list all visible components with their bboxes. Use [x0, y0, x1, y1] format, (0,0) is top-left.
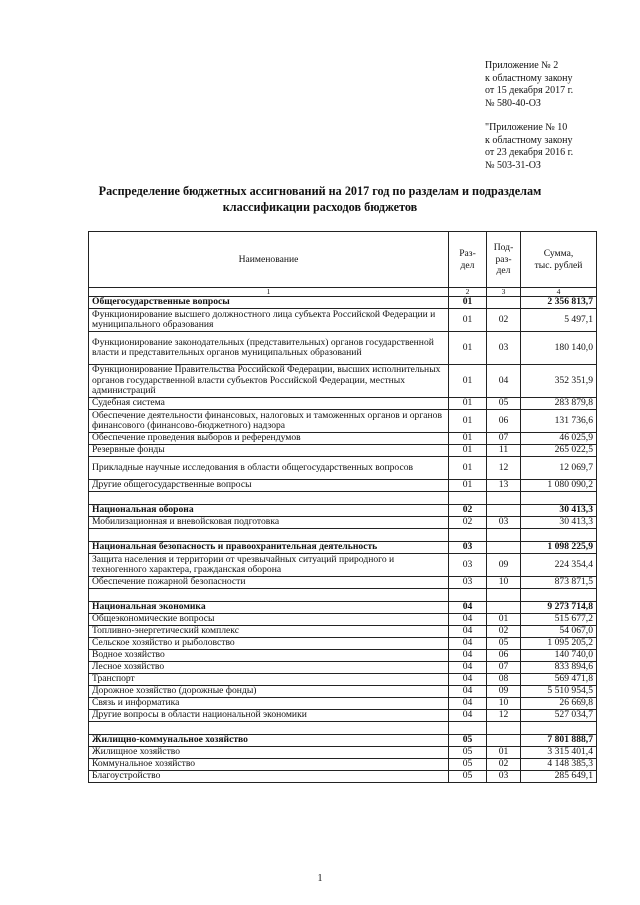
row-name: Дорожное хозяйство (дорожные фонды) — [89, 686, 449, 698]
row-section-code: 01 — [449, 365, 487, 398]
row-amount: 180 140,0 — [521, 332, 597, 365]
row-name: Сельское хозяйство и рыболовство — [89, 638, 449, 650]
row-name: Обеспечение деятельности финансовых, налоговых и таможенных органов и органов финансового (финансово-бюджетного) надзора — [89, 410, 449, 433]
row-section-code: 04 — [449, 626, 487, 638]
row-subsection-code: 07 — [487, 662, 521, 674]
header-subsection-line: дел — [496, 265, 511, 277]
appendix-line: Приложение № 2 — [485, 60, 559, 71]
spacer-row — [89, 589, 597, 602]
row-name: Общеэкономические вопросы — [89, 614, 449, 626]
empty-cell — [449, 722, 487, 735]
row-section-code: 01 — [449, 457, 487, 480]
appendix-line: "Приложение № 10 — [485, 122, 568, 133]
row-section-code: 04 — [449, 710, 487, 722]
row-amount: 1 098 225,9 — [521, 542, 597, 554]
row-name: Лесное хозяйство — [89, 662, 449, 674]
table-header-row — [89, 232, 597, 288]
row-subsection-code: 08 — [487, 674, 521, 686]
row-section-code: 03 — [449, 542, 487, 554]
row-subsection-code — [487, 735, 521, 747]
row-subsection-code: 11 — [487, 445, 521, 457]
empty-cell — [89, 529, 449, 542]
row-amount: 283 879,8 — [521, 398, 597, 410]
table-row — [89, 759, 597, 771]
appendix-line: от 23 декабря 2016 г. — [485, 147, 574, 158]
header-subsection — [487, 232, 521, 288]
appendix-block — [485, 60, 573, 172]
appendix-line: № 503-31-ОЗ — [485, 159, 541, 171]
row-amount: 12 069,7 — [521, 457, 597, 480]
row-name: Резервные фонды — [89, 445, 449, 457]
row-subsection-code: 06 — [487, 650, 521, 662]
table-row — [89, 410, 597, 433]
row-subsection-code — [487, 297, 521, 309]
row-amount: 131 736,6 — [521, 410, 597, 433]
row-subsection-code: 03 — [487, 517, 521, 529]
budget-table — [88, 231, 597, 783]
row-section-code: 04 — [449, 698, 487, 710]
spacer-row — [89, 529, 597, 542]
row-section-code: 05 — [449, 747, 487, 759]
row-name: Связь и информатика — [89, 698, 449, 710]
row-subsection-code — [487, 602, 521, 614]
row-name: Прикладные научные исследования в области общегосударственных вопросов — [89, 457, 449, 480]
row-section-code: 04 — [449, 638, 487, 650]
row-amount: 30 413,3 — [521, 505, 597, 517]
table-row — [89, 433, 597, 445]
appendix-line: к областному закону — [485, 134, 573, 146]
document-title — [60, 184, 580, 215]
header-section-line: Раз- — [459, 248, 476, 259]
table-row — [89, 517, 597, 529]
table-row — [89, 626, 597, 638]
table-row — [89, 698, 597, 710]
table-row — [89, 771, 597, 783]
row-name: Функционирование Правительства Российской Федерации, высших исполнительных органов государственной власти субъектов Российской Федерации, местных администраций — [89, 365, 449, 398]
empty-cell — [449, 589, 487, 602]
table-row — [89, 445, 597, 457]
row-amount: 5 497,1 — [521, 309, 597, 332]
row-name: Функционирование законодательных (представительных) органов государственной власти и представительных органов муниципальных образований — [89, 332, 449, 365]
column-number: 4 — [521, 288, 597, 297]
row-section-code: 04 — [449, 650, 487, 662]
row-subsection-code: 06 — [487, 410, 521, 433]
empty-cell — [89, 492, 449, 505]
row-subsection-code: 02 — [487, 309, 521, 332]
row-subsection-code: 10 — [487, 577, 521, 589]
row-subsection-code: 01 — [487, 614, 521, 626]
row-section-code: 01 — [449, 410, 487, 433]
row-amount: 1 095 205,2 — [521, 638, 597, 650]
row-name: Обеспечение пожарной безопасности — [89, 577, 449, 589]
row-amount: 285 649,1 — [521, 771, 597, 783]
header-name: Наименование — [89, 232, 449, 288]
appendix-line: к областному закону — [485, 72, 573, 84]
table-row — [89, 710, 597, 722]
row-subsection-code: 02 — [487, 759, 521, 771]
row-section-code: 01 — [449, 480, 487, 492]
column-number-row — [89, 288, 597, 297]
row-amount: 352 351,9 — [521, 365, 597, 398]
appendix-line: от 15 декабря 2017 г. — [485, 85, 574, 96]
row-name: Транспорт — [89, 674, 449, 686]
table-row — [89, 650, 597, 662]
row-amount: 873 871,5 — [521, 577, 597, 589]
section-row — [89, 602, 597, 614]
row-subsection-code: 01 — [487, 747, 521, 759]
row-section-code: 01 — [449, 398, 487, 410]
empty-cell — [449, 529, 487, 542]
row-section-code: 05 — [449, 771, 487, 783]
header-amount — [521, 232, 597, 288]
row-amount: 46 025,9 — [521, 433, 597, 445]
empty-cell — [487, 589, 521, 602]
table-row — [89, 332, 597, 365]
row-amount: 26 669,8 — [521, 698, 597, 710]
empty-cell — [521, 529, 597, 542]
table-row — [89, 674, 597, 686]
row-section-code: 01 — [449, 297, 487, 309]
empty-cell — [487, 492, 521, 505]
row-section-code: 01 — [449, 332, 487, 365]
empty-cell — [89, 722, 449, 735]
row-subsection-code: 03 — [487, 332, 521, 365]
table-row — [89, 398, 597, 410]
row-amount: 1 080 090,2 — [521, 480, 597, 492]
table-row — [89, 554, 597, 577]
empty-cell — [521, 722, 597, 735]
header-section-line: дел — [460, 259, 475, 271]
row-section-code: 04 — [449, 674, 487, 686]
row-name: Судебная система — [89, 398, 449, 410]
row-subsection-code: 10 — [487, 698, 521, 710]
header-subsection-line: Под- — [493, 242, 514, 254]
row-subsection-code: 05 — [487, 638, 521, 650]
column-number: 1 — [89, 288, 449, 297]
row-name: Обеспечение проведения выборов и референдумов — [89, 433, 449, 445]
row-name: Жилищное хозяйство — [89, 747, 449, 759]
row-amount: 140 740,0 — [521, 650, 597, 662]
table-row — [89, 309, 597, 332]
row-amount: 265 022,5 — [521, 445, 597, 457]
table-row — [89, 747, 597, 759]
table-row — [89, 480, 597, 492]
row-name: Другие вопросы в области национальной экономики — [89, 710, 449, 722]
row-section-code: 05 — [449, 759, 487, 771]
row-name: Водное хозяйство — [89, 650, 449, 662]
table-row — [89, 614, 597, 626]
header-amount-line: тыс. рублей — [534, 259, 583, 271]
row-subsection-code: 09 — [487, 686, 521, 698]
section-row — [89, 297, 597, 309]
header-subsection-line: раз- — [495, 253, 512, 265]
empty-cell — [449, 492, 487, 505]
table-row — [89, 457, 597, 480]
row-name: Общегосударственные вопросы — [89, 297, 449, 309]
row-section-code: 05 — [449, 735, 487, 747]
title-line: Распределение бюджетных ассигнований на 2017 год по разделам и подразделам — [98, 184, 542, 198]
row-subsection-code: 02 — [487, 626, 521, 638]
table-row — [89, 365, 597, 398]
row-name: Функционирование высшего должностного лица субъекта Российской Федерации и муниципального образования — [89, 309, 449, 332]
row-name: Благоустройство — [89, 771, 449, 783]
row-amount: 2 356 813,7 — [521, 297, 597, 309]
row-subsection-code: 12 — [487, 710, 521, 722]
row-subsection-code: 03 — [487, 771, 521, 783]
spacer-row — [89, 492, 597, 505]
table-row — [89, 577, 597, 589]
row-amount: 515 677,2 — [521, 614, 597, 626]
table-row — [89, 638, 597, 650]
row-section-code: 03 — [449, 554, 487, 577]
row-section-code: 04 — [449, 662, 487, 674]
row-section-code: 04 — [449, 614, 487, 626]
row-subsection-code: 09 — [487, 554, 521, 577]
row-subsection-code: 05 — [487, 398, 521, 410]
row-subsection-code — [487, 505, 521, 517]
row-name: Другие общегосударственные вопросы — [89, 480, 449, 492]
row-subsection-code: 13 — [487, 480, 521, 492]
row-amount: 30 413,3 — [521, 517, 597, 529]
row-subsection-code: 12 — [487, 457, 521, 480]
empty-cell — [521, 492, 597, 505]
row-amount: 54 067,0 — [521, 626, 597, 638]
row-section-code: 02 — [449, 517, 487, 529]
column-number: 2 — [449, 288, 487, 297]
row-name: Жилищно-коммунальное хозяйство — [89, 735, 449, 747]
section-row — [89, 735, 597, 747]
row-amount: 4 148 385,3 — [521, 759, 597, 771]
row-section-code: 02 — [449, 505, 487, 517]
row-name: Национальная безопасность и правоохранительная деятельность — [89, 542, 449, 554]
row-subsection-code — [487, 542, 521, 554]
row-name: Национальная оборона — [89, 505, 449, 517]
header-amount-line: Сумма, — [543, 248, 574, 259]
table-row — [89, 686, 597, 698]
row-amount: 5 510 954,5 — [521, 686, 597, 698]
row-section-code: 04 — [449, 686, 487, 698]
table-row — [89, 662, 597, 674]
row-subsection-code: 07 — [487, 433, 521, 445]
row-subsection-code: 04 — [487, 365, 521, 398]
row-section-code: 04 — [449, 602, 487, 614]
row-amount: 833 894,6 — [521, 662, 597, 674]
row-amount: 9 273 714,8 — [521, 602, 597, 614]
empty-cell — [521, 589, 597, 602]
row-amount: 224 354,4 — [521, 554, 597, 577]
row-name: Коммунальное хозяйство — [89, 759, 449, 771]
empty-cell — [487, 529, 521, 542]
header-section — [449, 232, 487, 288]
row-section-code: 01 — [449, 445, 487, 457]
row-section-code: 01 — [449, 309, 487, 332]
row-amount: 527 034,7 — [521, 710, 597, 722]
row-name: Мобилизационная и вневойсковая подготовка — [89, 517, 449, 529]
empty-cell — [89, 589, 449, 602]
column-number: 3 — [487, 288, 521, 297]
row-section-code: 01 — [449, 433, 487, 445]
row-section-code: 03 — [449, 577, 487, 589]
row-name: Национальная экономика — [89, 602, 449, 614]
title-line: классификации расходов бюджетов — [222, 199, 418, 214]
empty-cell — [487, 722, 521, 735]
appendix-line: № 580-40-ОЗ — [485, 97, 541, 109]
page-number: 1 — [317, 873, 323, 884]
row-amount: 3 315 401,4 — [521, 747, 597, 759]
spacer-row — [89, 722, 597, 735]
row-amount: 569 471,8 — [521, 674, 597, 686]
row-amount: 7 801 888,7 — [521, 735, 597, 747]
row-name: Топливно-энергетический комплекс — [89, 626, 449, 638]
row-name: Защита населения и территории от чрезвычайных ситуаций природного и техногенного характера, гражданская оборона — [89, 554, 449, 577]
section-row — [89, 505, 597, 517]
section-row — [89, 542, 597, 554]
